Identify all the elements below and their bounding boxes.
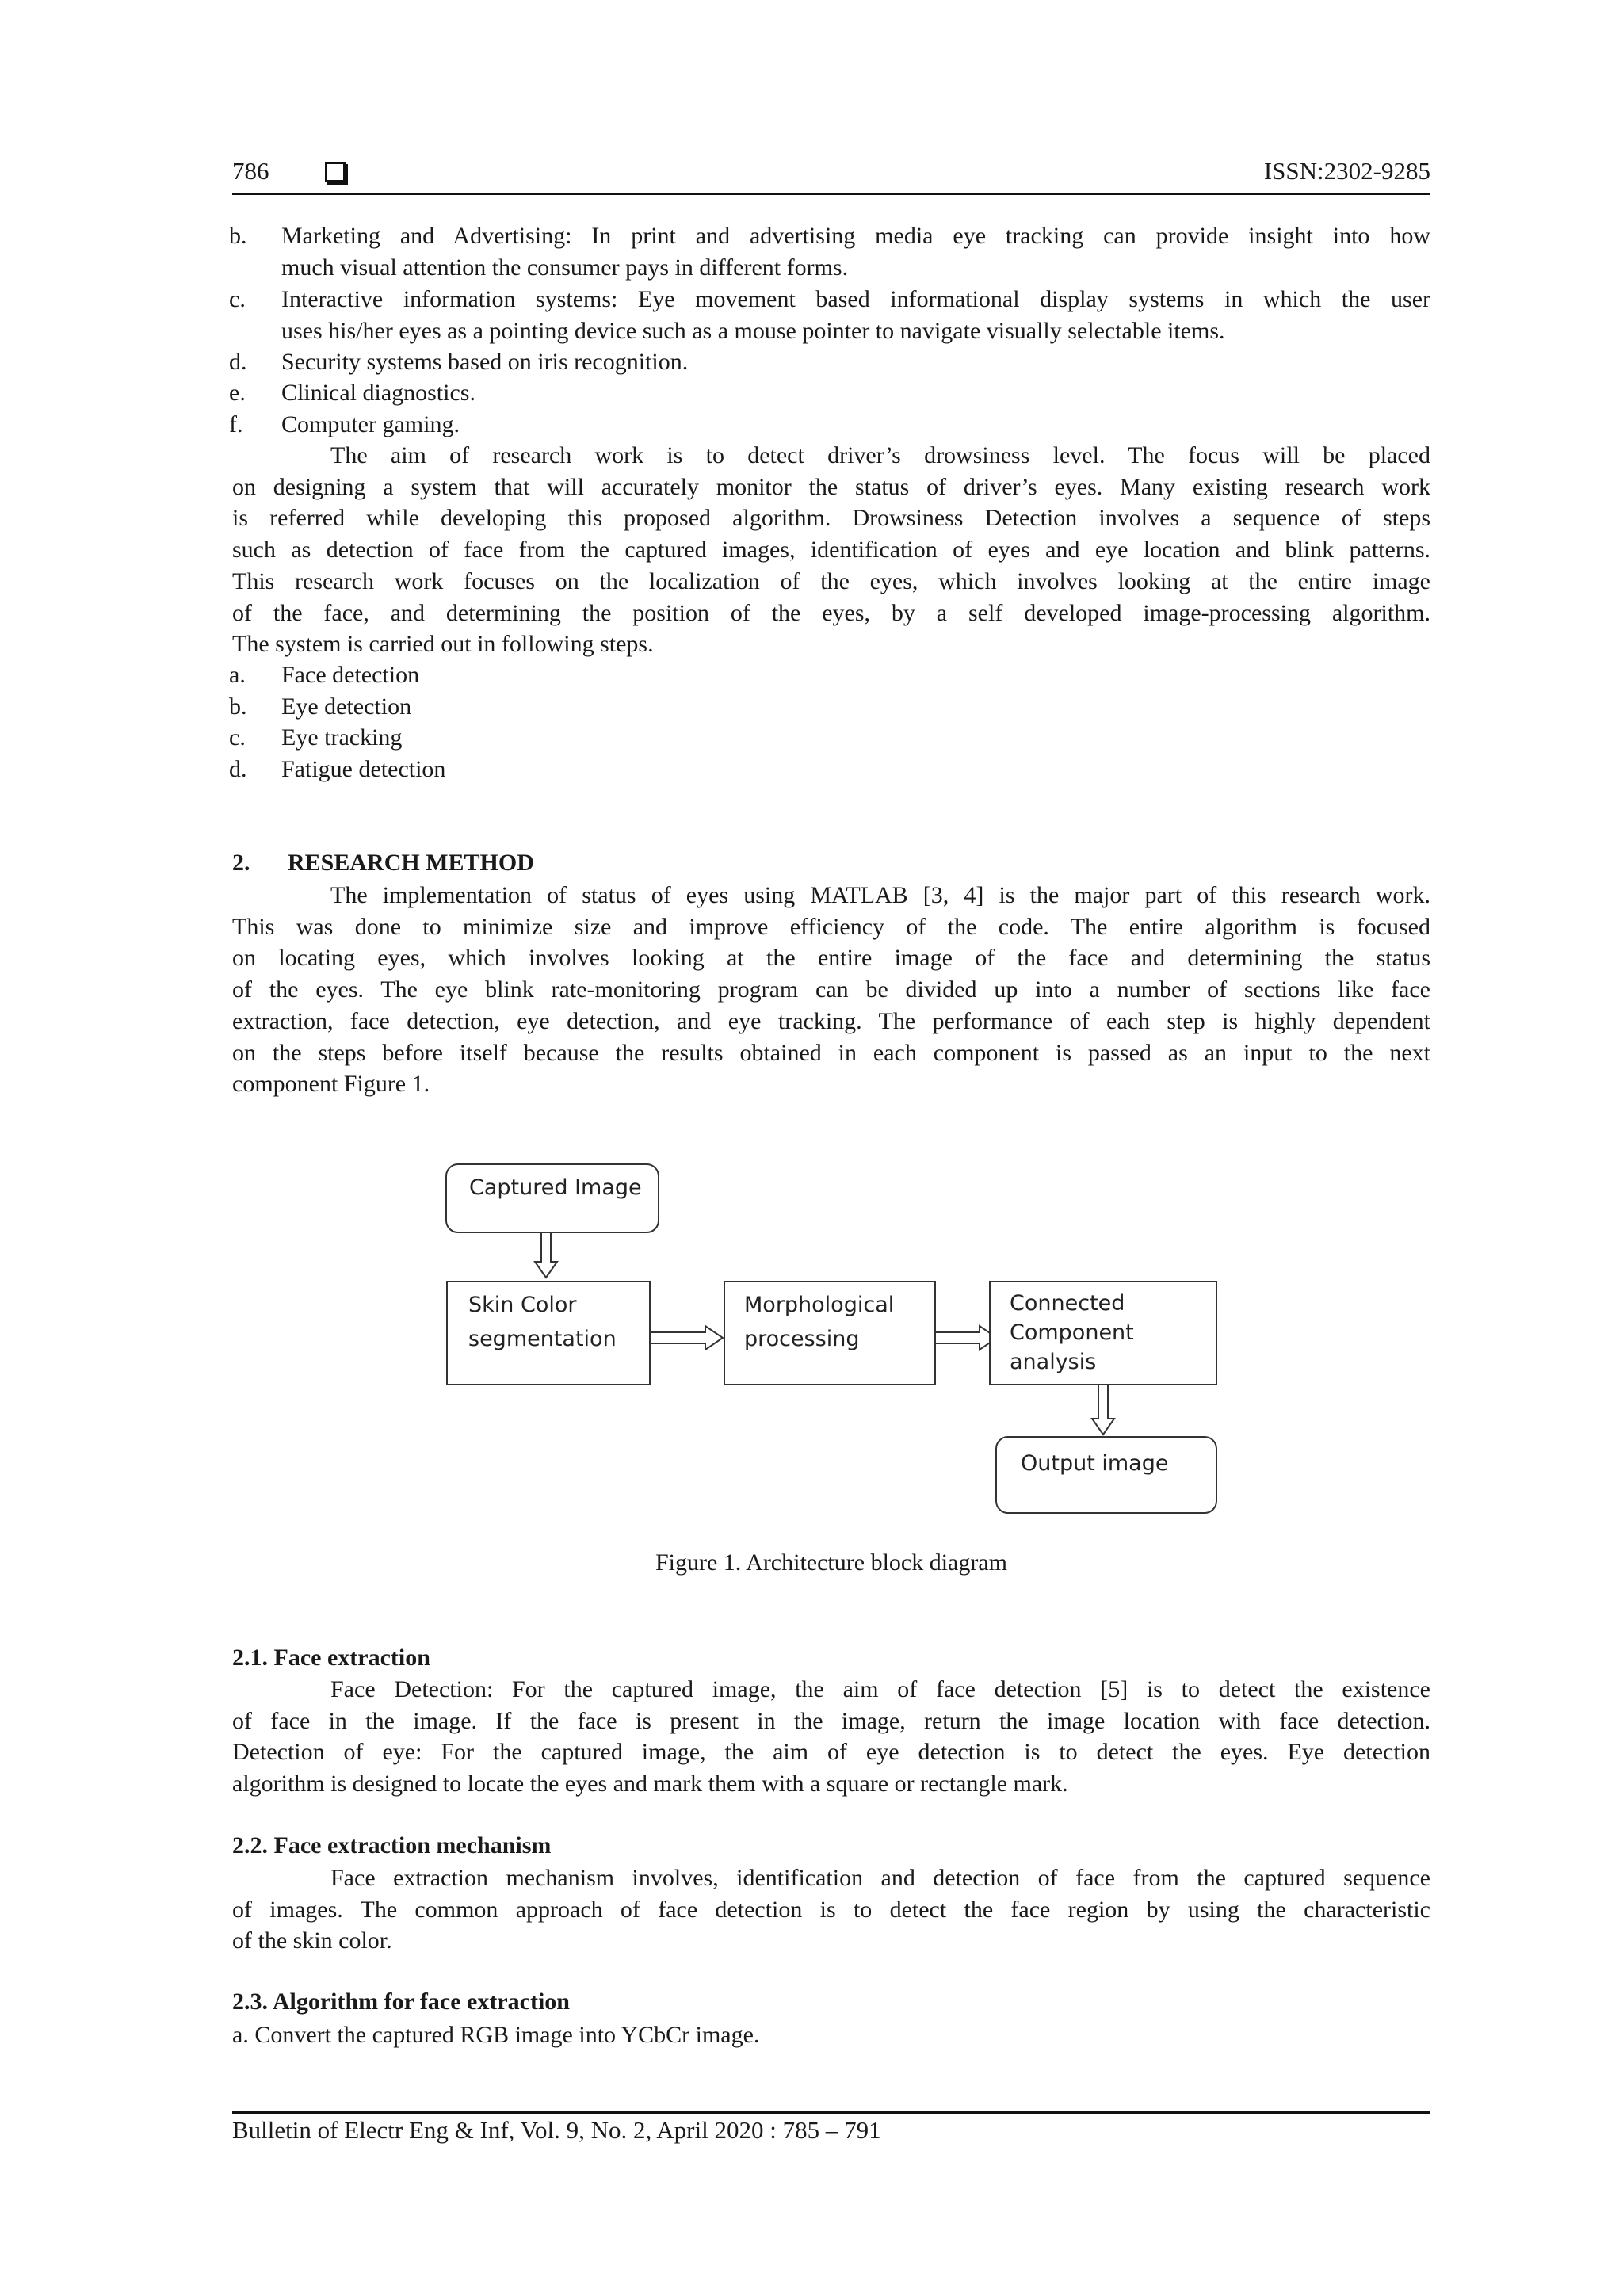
issn: ISSN:2302-9285 [1263, 157, 1430, 185]
captured-image-box [445, 1163, 659, 1233]
list-text: uses his/her eyes as a pointing device such as a mouse pointer to navigate visually selectable items. [281, 317, 1225, 344]
arrow-right-2 [932, 1326, 997, 1350]
skin-color-box [446, 1281, 651, 1385]
list-text: Face detection [281, 662, 420, 688]
paragraph-line: This was done to minimize size and improve efficiency of the code. The entire algorithm is focused [232, 913, 1430, 940]
list-text: Computer gaming. [281, 411, 460, 437]
section-heading: 2.2. Face extraction mechanism [232, 1832, 552, 1859]
box-label: processing [744, 1327, 860, 1351]
arrow-down-1 [535, 1232, 557, 1278]
paragraph-line: of the face, and determining the position of the eyes, by a self developed image-processing algorithm. [232, 599, 1430, 626]
list-text: Eye detection [281, 693, 412, 720]
list-label: c. [229, 286, 246, 312]
list-text: Interactive information systems: Eye movement based informational display systems in which the user [281, 286, 1430, 312]
list-label: b. [229, 223, 247, 249]
output-image-box [995, 1436, 1217, 1514]
box-label: Skin Color [468, 1293, 577, 1317]
paragraph-line: extraction, face detection, eye detection, and eye tracking. The performance of each step is highly dependent [232, 1007, 1430, 1034]
paragraph-line: This research work focuses on the localization of the eyes, which involves looking at the entire image [232, 567, 1430, 594]
arrow-right-1 [650, 1326, 723, 1350]
footer-citation: Bulletin of Electr Eng & Inf, Vol. 9, No. 2, April 2020 : 785 – 791 [232, 2116, 881, 2144]
box-label: Component [1010, 1320, 1134, 1345]
box-label: analysis [1010, 1350, 1097, 1374]
list-text: Fatigue detection [281, 756, 446, 782]
morphological-box [724, 1281, 936, 1385]
paragraph-line: algorithm is designed to locate the eyes and mark them with a square or rectangle mark. [232, 1771, 1068, 1797]
figure-caption: Figure 1. Architecture block diagram [655, 1549, 1008, 1576]
algorithm-step: a. Convert the captured RGB image into YCbCr image. [232, 2022, 760, 2048]
paragraph-line: of the eyes. The eye blink rate-monitoring program can be divided up into a number of sections like face [232, 976, 1430, 1003]
section-heading: 2.1. Face extraction [232, 1645, 430, 1671]
mechanism-paragraph [232, 1862, 1430, 1957]
paragraph-line: Face Detection: For the captured image, the aim of face detection [5] is to detect the existence [330, 1676, 1430, 1702]
arrow-down-2 [1092, 1383, 1114, 1435]
list-label: b. [229, 693, 247, 720]
paragraph-line: is referred while developing this proposed algorithm. Drowsiness Detection involves a sequence of steps [232, 505, 1430, 532]
paragraph-line: The implementation of status of eyes using MATLAB [3, 4] is the major part of this research work. [330, 882, 1430, 908]
list-text: much visual attention the consumer pays in different forms. [281, 254, 849, 281]
list-text: Security systems based on iris recognition. [281, 349, 689, 375]
list-text: Marketing and Advertising: In print and advertising media eye tracking can provide insight into how [281, 223, 1430, 249]
paragraph-line: of the skin color. [232, 1927, 392, 1954]
paragraph-line: The system is carried out in following steps. [232, 631, 654, 658]
box-label: Captured Image [469, 1175, 642, 1200]
list-label: d. [229, 756, 247, 782]
box-label: Connected [1010, 1291, 1125, 1316]
list-label: c. [229, 724, 246, 751]
paragraph-line: on designing a system that will accurately monitor the status of driver’s eyes. Many existing research work [232, 473, 1430, 500]
list-label: e. [229, 380, 246, 406]
paragraph-line: such as detection of face from the captured images, identification of eyes and eye location and blink patterns. [232, 537, 1430, 563]
box-label: Output image [1021, 1451, 1169, 1476]
paragraph-line: of images. The common approach of face detection is to detect the face region by using the characteristic [232, 1896, 1430, 1923]
box-label: segmentation [468, 1327, 617, 1351]
list-label: a. [229, 662, 246, 688]
paragraph-line: on locating eyes, which involves looking at the entire image of the face and determining the status [232, 945, 1430, 972]
list-label: f. [229, 411, 243, 437]
paragraph-line: The aim of research work is to detect driver’s drowsiness level. The focus will be placed [330, 442, 1430, 468]
face-extraction-paragraph [232, 1674, 1430, 1800]
section-heading: 2.3. Algorithm for face extraction [232, 1988, 570, 2015]
list-text: Eye tracking [281, 724, 403, 751]
box-label: Morphological [744, 1293, 895, 1317]
paragraph-line: Detection of eye: For the captured image, the aim of eye detection is to detect the eyes. Eye detection [232, 1739, 1430, 1766]
paragraph-line: on the steps before itself because the results obtained in each component is passed as an input to the next [232, 1039, 1430, 1066]
paragraph-line: component Figure 1. [232, 1071, 430, 1098]
list-label: d. [229, 349, 247, 375]
section-title: RESEARCH METHOD [288, 850, 534, 876]
paragraph-line: of face in the image. If the face is present in the image, return the image location with face detection. [232, 1707, 1430, 1734]
footer-rule [232, 2111, 1430, 2114]
page-number: 786 [232, 157, 269, 185]
list-text: Clinical diagnostics. [281, 380, 475, 406]
connected-component-box [989, 1281, 1217, 1385]
section-number: 2. [232, 850, 250, 876]
paragraph-line: Face extraction mechanism involves, identification and detection of face from the captured sequence [330, 1865, 1430, 1891]
